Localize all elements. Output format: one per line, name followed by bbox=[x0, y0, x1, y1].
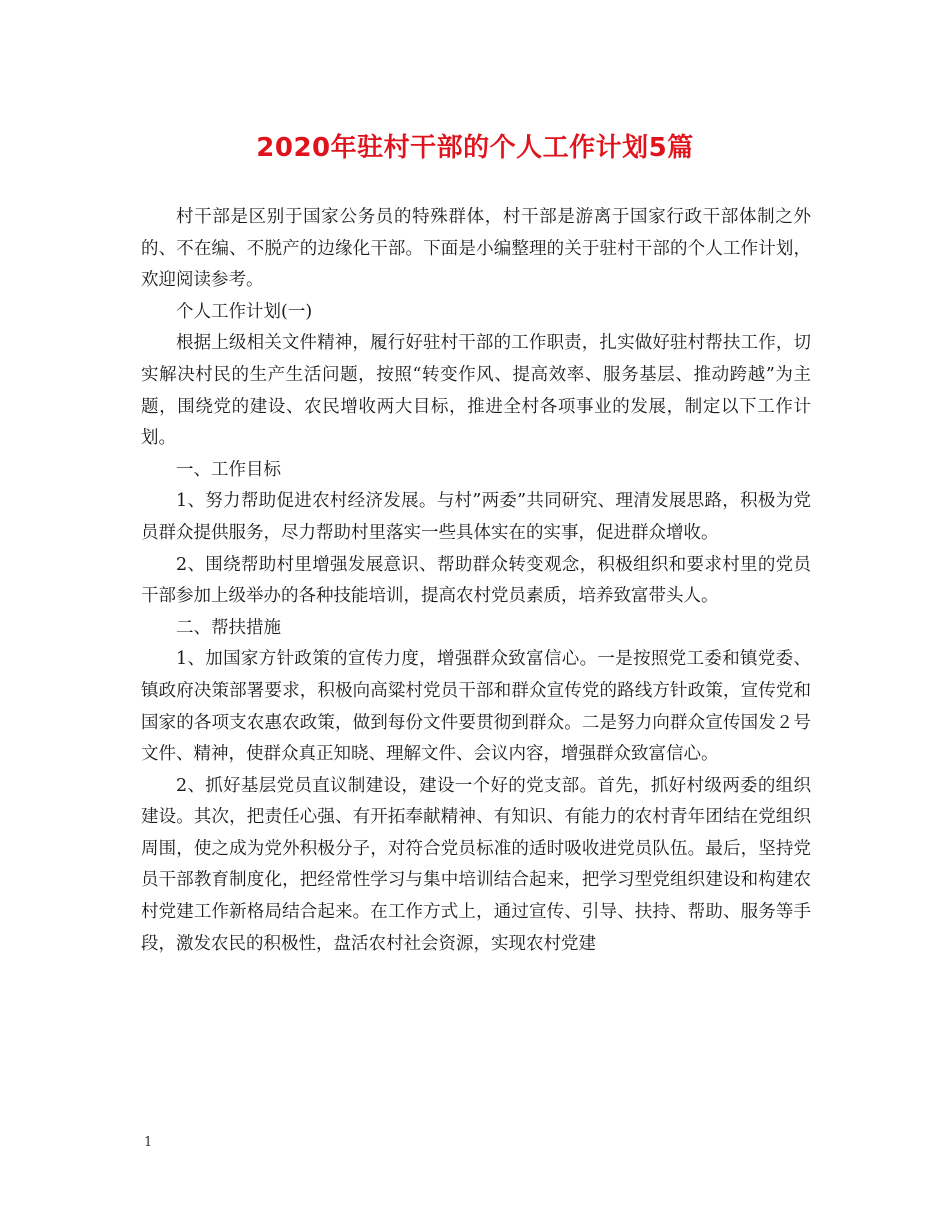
document-title: 2020年驻村干部的个人工作计划5篇 bbox=[256, 133, 694, 163]
intro-paragraph: 村干部是区别于国家公务员的特殊群体，村干部是游离于国家行政干部体制之外的、不在编、不脱产的边缘化干部。下面是小编整理的关于驻村干部的个人工作计划，欢迎阅读参考。 bbox=[141, 207, 811, 291]
section-heading-goals: 一、工作目标 bbox=[176, 459, 281, 480]
goal-2-paragraph: 2、围绕帮助村里增强发展意识、帮助群众转变观念，积极组织和要求村里的党员干部参加上级举办的各种技能培训，提高农村党员素质，培养致富带头人。 bbox=[141, 554, 811, 607]
page-number: 1 bbox=[144, 1135, 153, 1150]
document-body bbox=[141, 202, 811, 960]
measure-2-paragraph: 2、抓好基层党员直议制建设，建设一个好的党支部。首先，抓好村级两委的组织建设。其次，把责任心强、有开拓奉献精神、有知识、有能力的农村青年团结在党组织周围，使之成为党外积极分子，对符合党员标准的适时吸收进党员队伍。最后，坚持党员干部教育制度化，把经常性学习与集中培训结合起来，把学习型党组织建设和构建农村党建工作新格局结合起来。在工作方式上，通过宣传、引导、扶持、帮助、服务等手段，激发农民的积极性，盘活农村社会资源，实现农村党建 bbox=[141, 775, 811, 954]
measure-1-paragraph: 1、加国家方针政策的宣传力度，增强群众致富信心。一是按照党工委和镇党委、镇政府决策部署要求，积极向高粱村党员干部和群众宣传党的路线方针政策，宣传党和国家的各项支农惠农政策，做到每份文件要贯彻到群众。二是努力向群众宣传国发２号文件、精神，使群众真正知晓、理解文件、会议内容，增强群众致富信心。 bbox=[141, 649, 811, 765]
section-heading-measures: 二、帮扶措施 bbox=[176, 617, 281, 638]
section-heading-plan-1: 个人工作计划(一) bbox=[176, 301, 313, 322]
plan-1-intro-paragraph: 根据上级相关文件精神，履行好驻村干部的工作职责，扎实做好驻村帮扶工作，切实解决村民的生产生活问题，按照“转变作风、提高效率、服务基层、推动跨越”为主题，围绕党的建设、农民增收两大目标，推进全村各项事业的发展，制定以下工作计划。 bbox=[141, 333, 811, 449]
goal-1-paragraph: 1、努力帮助促进农村经济发展。与村”两委”共同研究、理清发展思路，积极为党员群众提供服务，尽力帮助村里落实一些具体实在的实事，促进群众增收。 bbox=[141, 491, 811, 543]
